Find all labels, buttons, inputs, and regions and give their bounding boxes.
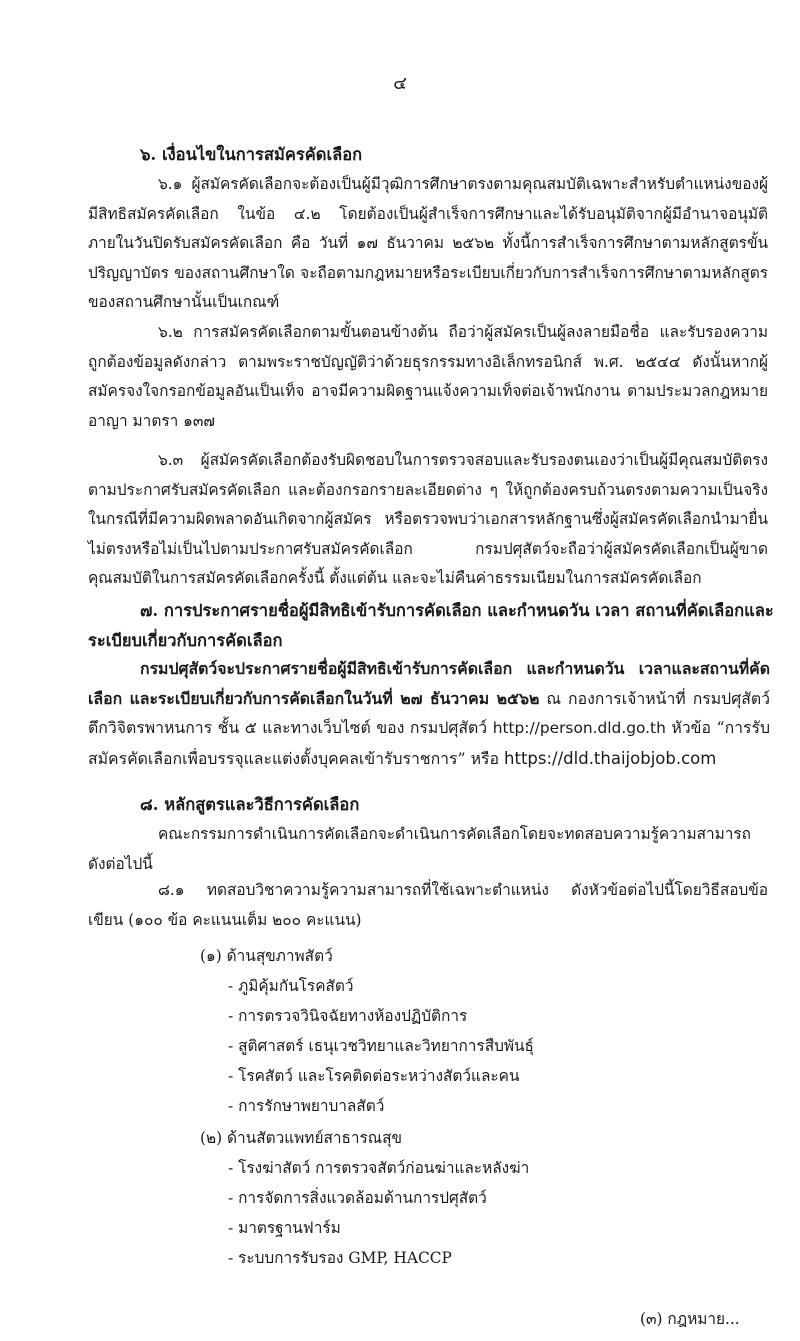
dld-person-link[interactable]: http://person.dld.go.th <box>492 719 666 737</box>
group-2-title: (๒) ด้านสัตวแพทย์สาธารณสุข <box>200 1129 402 1147</box>
section-6-heading: ๖. เงื่อนไขในการสมัครคัดเลือก <box>140 145 363 164</box>
group-1-item: - การตรวจวินิจฉัยทางห้องปฏิบัติการ <box>228 1007 468 1025</box>
group-2-item: - การจัดการสิ่งแวดล้อมด้านการปศุสัตว์ <box>228 1189 487 1207</box>
continuation-marker: (๓) กฎหมาย... <box>640 1310 740 1328</box>
group-1-item: - ภูมิคุ้มกันโรคสัตว์ <box>228 977 354 995</box>
group-1-title: (๑) ด้านสุขภาพสัตว์ <box>200 947 333 965</box>
paragraph-6-3: ๖.๓ ผู้สมัครคัดเลือกต้องรับผิดชอบในการตรวจสอบและรับรองตนเองว่าเป็นผู้มีคุณสมบัติตรงตามประกาศรับสมัครคัดเลือก และต้องกรอกรายละเอียดต่าง ๆ ให้ถูกต้องครบถ้วนตรงตามความเป็นจริง ในกรณีที่มีความผิดพลาดอันเกิดจากผู้สมัคร หรือตรวจพบว่าเอกสารหลักฐานซึ่งผู้สมัครคัดเลือกนำมายื่นไม่ตรงหรือไม่เป็นไปตามประกาศรับสมัครคัดเลือก กรมปศุสัตว์จะถือว่าผู้สมัครคัดเลือกเป็นผู้ขาดคุณสมบัติในการสมัครคัดเลือกครั้งนี้ ตั้งแต่ต้น และจะไม่คืนค่าธรรมเนียมในการสมัครคัดเลือก <box>88 451 768 587</box>
page-number: ๔ <box>393 73 407 94</box>
section-8-heading: ๘. หลักสูตรและวิธีการคัดเลือก <box>140 795 360 814</box>
group-2-item: - ระบบการรับรอง GMP, HACCP <box>228 1249 452 1267</box>
group-2-item: - มาตรฐานฟาร์ม <box>228 1219 341 1237</box>
section-7-heading: ๗. การประกาศรายชื่อผู้มีสิทธิเข้ารับการคัดเลือก และกำหนดวัน เวลา สถานที่คัดเลือกและระเบียบเกี่ยวกับการคัดเลือก <box>88 601 774 650</box>
paragraph-6-1: ๖.๑ ผู้สมัครคัดเลือกจะต้องเป็นผู้มีวุฒิการศึกษาตรงตามคุณสมบัติเฉพาะสำหรับตำแหน่งของผู้มีสิทธิสมัครคัดเลือก ในข้อ ๔.๒ โดยต้องเป็นผู้สำเร็จการศึกษาและได้รับอนุมัติจากผู้มีอำนาจอนุมัติภายในวันปิดรับสมัครคัดเลือก คือ วันที่ ๑๗ ธันวาคม ๒๕๖๒ ทั้งนี้การสำเร็จการศึกษาตามหลักสูตรขั้นปริญญาบัตร ของสถานศึกษาใด จะถือตามกฎหมายหรือระเบียบเกี่ยวกับการสำเร็จการศึกษาตามหลักสูตรของสถานศึกษานั้นเป็นเกณฑ์ <box>88 175 768 311</box>
thaijobjob-link[interactable]: https://dld.thaijobjob.com <box>504 748 717 768</box>
group-1-item: - การรักษาพยาบาลสัตว์ <box>228 1097 385 1115</box>
section-7-body-location: ณ กองการเจ้าหน้าที่ กรมปศุสัตว์ ตึกวิจิตรพาหนการ ชั้น ๕ และทางเว็บไซต์ ของ กรมปศุสัตว์ <box>88 688 770 737</box>
paragraph-6-2: ๖.๒ การสมัครคัดเลือกตามขั้นตอนข้างต้น ถือว่าผู้สมัครเป็นผู้ลงลายมือชื่อ และรับรองความถูกต้องข้อมูลดังกล่าว ตามพระราชบัญญัติว่าด้วยธุรกรรมทางอิเล็กทรอนิกส์ พ.ศ. ๒๕๔๔ ดังนั้นหากผู้สมัครจงใจกรอกข้อมูลอันเป็นเท็จ อาจมีความผิดฐานแจ้งความเท็จต่อเจ้าพนักงาน ตามประมวลกฎหมายอาญา มาตรา ๑๓๗ <box>88 323 768 430</box>
section-7-body <box>88 654 770 773</box>
section-7-body-bold: กรมปศุสัตว์จะประกาศรายชื่อผู้มีสิทธิเข้ารับการคัดเลือก และกำหนดวัน เวลาและสถานที่คัดเลือก และระเบียบเกี่ยวกับการคัดเลือกในวันที่ ๒๗ ธันวาคม ๒๕๖๒ <box>88 659 770 708</box>
group-1-item: - โรคสัตว์ และโรคติดต่อระหว่างสัตว์และคน <box>228 1067 520 1085</box>
group-2-item: - โรงฆ่าสัตว์ การตรวจสัตว์ก่อนฆ่าและหลังฆ่า <box>228 1159 530 1177</box>
section-7-body-topic: หัวข้อ “การรับสมัครคัดเลือกเพื่อบรรจุและแต่งตั้งบุคคลเข้ารับราชการ” หรือ <box>88 718 770 768</box>
section-8-intro: คณะกรรมการดำเนินการคัดเลือกจะดำเนินการคัดเลือกโดยจะทดสอบความรู้ความสามารถ ดังต่อไปนี้ <box>88 825 752 873</box>
paragraph-8-1: ๘.๑ ทดสอบวิชาความรู้ความสามารถที่ใช้เฉพาะตำแหน่ง ดังหัวข้อต่อไปนี้โดยวิธีสอบข้อเขียน (๑๐๐ ข้อ คะแนนเต็ม ๒๐๐ คะแนน) <box>88 881 768 929</box>
group-1-item: - สูติศาสตร์ เธนุเวชวิทยาและวิทยาการสืบพันธุ์ <box>228 1037 534 1055</box>
